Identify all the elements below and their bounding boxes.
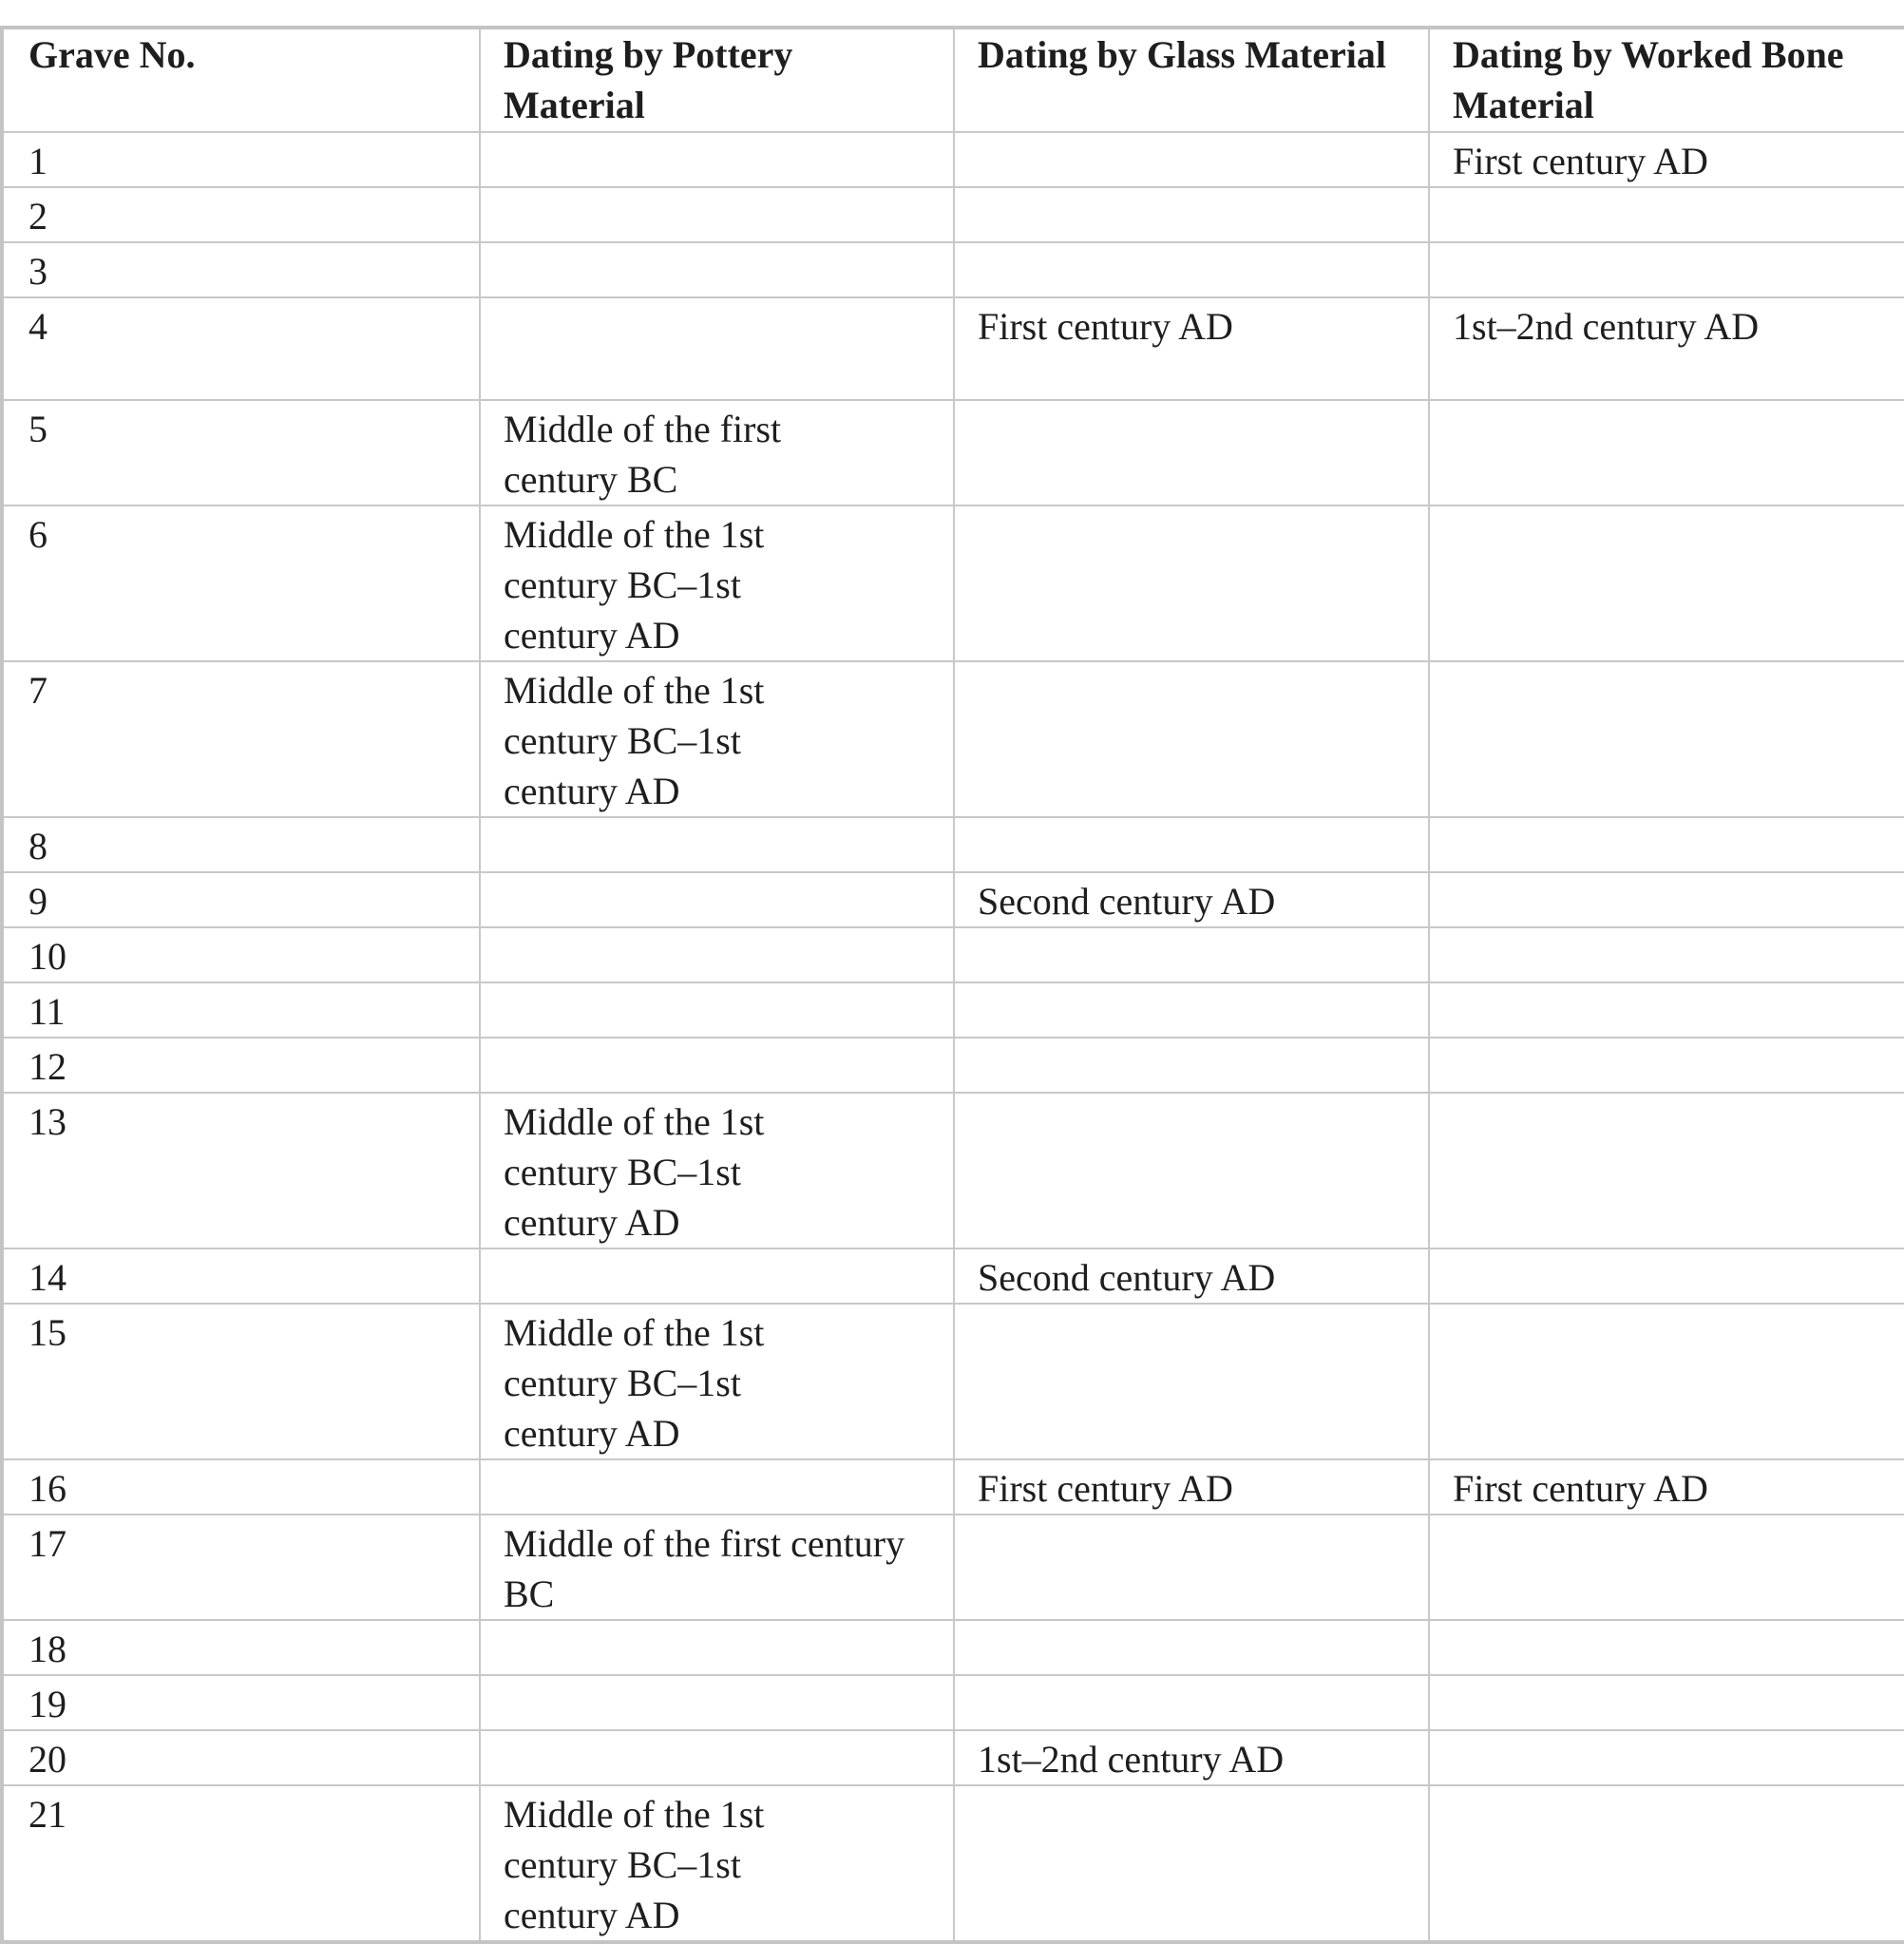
table-row bbox=[2, 1248, 1904, 1304]
header-worked-bone: Dating by Worked Bone Material bbox=[1429, 28, 1904, 132]
cell-bone bbox=[1429, 1093, 1904, 1248]
cell-grave-no: 6 bbox=[2, 505, 480, 661]
cell-bone bbox=[1429, 242, 1904, 297]
cell-glass: 1st–2nd century AD bbox=[954, 1730, 1429, 1785]
table-row bbox=[2, 242, 1904, 297]
cell-pottery: Middle of the first century BC bbox=[480, 1515, 954, 1620]
cell-grave-no: 14 bbox=[2, 1248, 480, 1304]
cell-grave-no: 20 bbox=[2, 1730, 480, 1785]
table-row bbox=[2, 297, 1904, 400]
cell-glass: First century AD bbox=[954, 1459, 1429, 1515]
cell-bone bbox=[1429, 1620, 1904, 1675]
cell-bone bbox=[1429, 1248, 1904, 1304]
table-row bbox=[2, 872, 1904, 927]
table-row bbox=[2, 1459, 1904, 1515]
cell-bone bbox=[1429, 1675, 1904, 1730]
cell-bone: First century AD bbox=[1429, 1459, 1904, 1515]
table-row bbox=[2, 927, 1904, 982]
cell-glass bbox=[954, 817, 1429, 872]
table-row bbox=[2, 400, 1904, 505]
cell-bone bbox=[1429, 927, 1904, 982]
cell-glass bbox=[954, 187, 1429, 242]
cell-grave-no: 1 bbox=[2, 132, 480, 187]
cell-pottery: Middle of the 1st century BC–1st century AD bbox=[480, 1785, 954, 1942]
cell-glass bbox=[954, 1093, 1429, 1248]
cell-pottery: Middle of the 1st century BC–1st century AD bbox=[480, 505, 954, 661]
cell-bone bbox=[1429, 1785, 1904, 1942]
table-row bbox=[2, 1093, 1904, 1248]
cell-bone bbox=[1429, 1038, 1904, 1093]
cell-grave-no: 9 bbox=[2, 872, 480, 927]
grave-dating-table bbox=[0, 26, 1904, 1944]
cell-glass: First century AD bbox=[954, 297, 1429, 400]
cell-pottery bbox=[480, 1675, 954, 1730]
cell-grave-no: 10 bbox=[2, 927, 480, 982]
cell-pottery: Middle of the first century BC bbox=[480, 400, 954, 505]
cell-glass bbox=[954, 1620, 1429, 1675]
cell-bone bbox=[1429, 1515, 1904, 1620]
header-pottery: Dating by Pottery Material bbox=[480, 28, 954, 132]
cell-pottery bbox=[480, 132, 954, 187]
cell-glass bbox=[954, 242, 1429, 297]
cell-glass: Second century AD bbox=[954, 872, 1429, 927]
cell-pottery bbox=[480, 872, 954, 927]
cell-grave-no: 4 bbox=[2, 297, 480, 400]
table-row bbox=[2, 1304, 1904, 1459]
cell-bone bbox=[1429, 1304, 1904, 1459]
cell-bone bbox=[1429, 817, 1904, 872]
cell-bone bbox=[1429, 1730, 1904, 1785]
cell-bone bbox=[1429, 505, 1904, 661]
cell-glass bbox=[954, 1304, 1429, 1459]
cell-glass bbox=[954, 132, 1429, 187]
cell-glass bbox=[954, 982, 1429, 1038]
cell-glass bbox=[954, 1675, 1429, 1730]
table-row bbox=[2, 661, 1904, 817]
cell-pottery bbox=[480, 817, 954, 872]
cell-pottery: Middle of the 1st century BC–1st century AD bbox=[480, 1304, 954, 1459]
cell-bone: First century AD bbox=[1429, 132, 1904, 187]
cell-pottery bbox=[480, 187, 954, 242]
cell-bone bbox=[1429, 982, 1904, 1038]
cell-grave-no: 21 bbox=[2, 1785, 480, 1942]
cell-pottery bbox=[480, 1620, 954, 1675]
cell-bone bbox=[1429, 400, 1904, 505]
cell-grave-no: 18 bbox=[2, 1620, 480, 1675]
table-row bbox=[2, 505, 1904, 661]
table-row bbox=[2, 1785, 1904, 1942]
cell-pottery bbox=[480, 1730, 954, 1785]
cell-grave-no: 17 bbox=[2, 1515, 480, 1620]
cell-glass bbox=[954, 661, 1429, 817]
table-row bbox=[2, 982, 1904, 1038]
table-row bbox=[2, 1620, 1904, 1675]
cell-grave-no: 16 bbox=[2, 1459, 480, 1515]
table-row bbox=[2, 1038, 1904, 1093]
cell-pottery bbox=[480, 1248, 954, 1304]
cell-bone bbox=[1429, 187, 1904, 242]
cell-bone bbox=[1429, 872, 1904, 927]
cell-glass: Second century AD bbox=[954, 1248, 1429, 1304]
table-row bbox=[2, 187, 1904, 242]
table-row bbox=[2, 1730, 1904, 1785]
cell-bone: 1st–2nd century AD bbox=[1429, 297, 1904, 400]
header-grave-no: Grave No. bbox=[2, 28, 480, 132]
cell-glass bbox=[954, 927, 1429, 982]
cell-glass bbox=[954, 505, 1429, 661]
cell-glass bbox=[954, 1038, 1429, 1093]
cell-pottery bbox=[480, 982, 954, 1038]
header-glass: Dating by Glass Material bbox=[954, 28, 1429, 132]
cell-pottery bbox=[480, 927, 954, 982]
cell-grave-no: 15 bbox=[2, 1304, 480, 1459]
cell-grave-no: 5 bbox=[2, 400, 480, 505]
cell-grave-no: 12 bbox=[2, 1038, 480, 1093]
cell-grave-no: 3 bbox=[2, 242, 480, 297]
cell-grave-no: 2 bbox=[2, 187, 480, 242]
cell-pottery bbox=[480, 297, 954, 400]
cell-glass bbox=[954, 1515, 1429, 1620]
cell-glass bbox=[954, 1785, 1429, 1942]
table-row bbox=[2, 1675, 1904, 1730]
table-row bbox=[2, 817, 1904, 872]
cell-grave-no: 7 bbox=[2, 661, 480, 817]
header-row bbox=[2, 28, 1904, 132]
cell-grave-no: 8 bbox=[2, 817, 480, 872]
cell-pottery bbox=[480, 1038, 954, 1093]
cell-grave-no: 11 bbox=[2, 982, 480, 1038]
cell-grave-no: 19 bbox=[2, 1675, 480, 1730]
cell-pottery: Middle of the 1st century BC–1st century AD bbox=[480, 1093, 954, 1248]
cell-glass bbox=[954, 400, 1429, 505]
cell-grave-no: 13 bbox=[2, 1093, 480, 1248]
cell-pottery bbox=[480, 242, 954, 297]
table-row bbox=[2, 132, 1904, 187]
cell-pottery: Middle of the 1st century BC–1st century AD bbox=[480, 661, 954, 817]
cell-pottery bbox=[480, 1459, 954, 1515]
table-row bbox=[2, 1515, 1904, 1620]
cell-bone bbox=[1429, 661, 1904, 817]
